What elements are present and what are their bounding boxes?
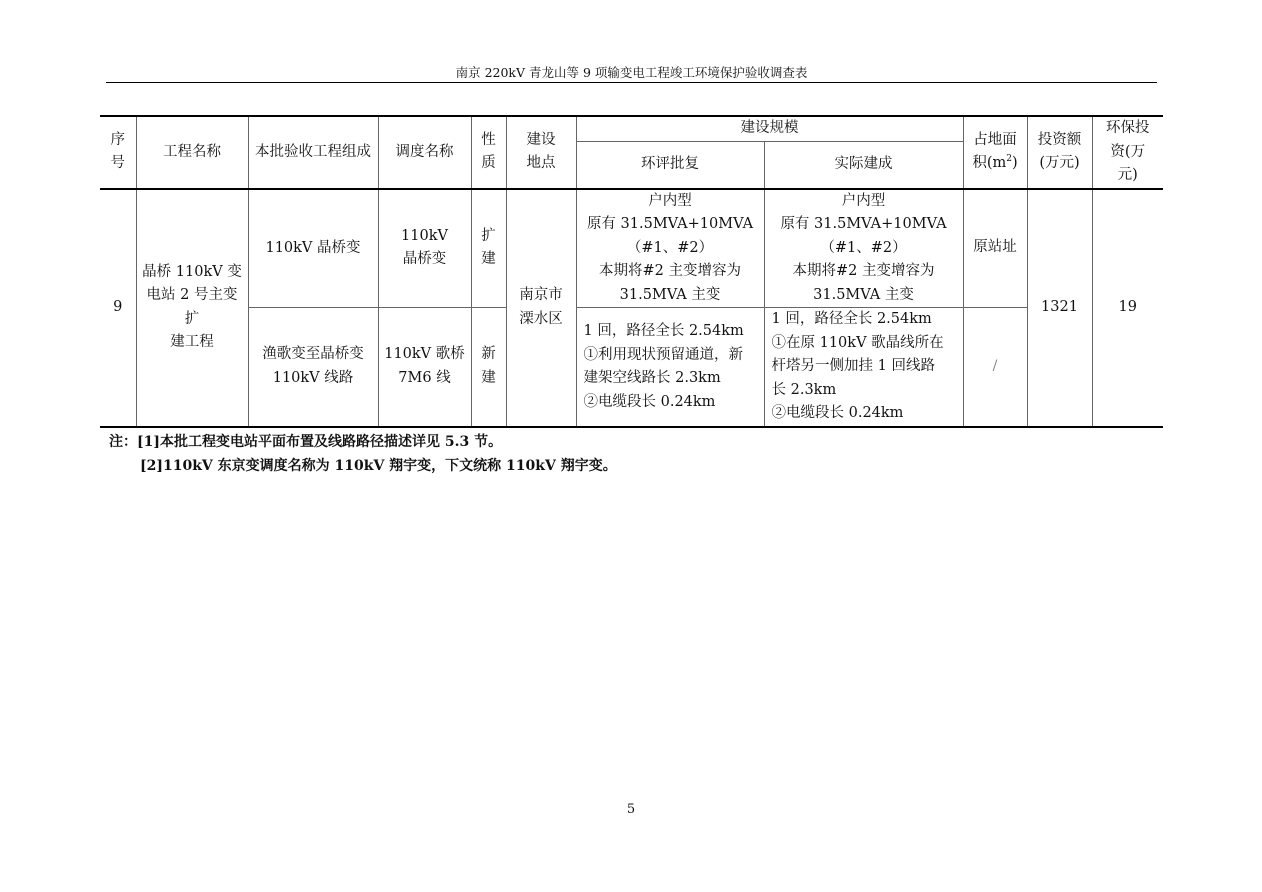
note-1: 注：[1]本批工程变电站平面布置及线路路径描述详见 5.3 节。 [109,434,503,450]
header-seq: 序 号 [100,116,136,189]
cell-env-investment: 19 [1092,189,1163,427]
cell-dispatch-line: 110kV 歌桥 7M6 线 [378,308,471,427]
cell-area-line: / [963,308,1027,427]
header-rule [106,82,1157,83]
header-dispatch-name: 调度名称 [378,116,471,189]
header-components: 本批验收工程组成 [248,116,378,189]
cell-eia-substation: 户内型 原有 31.5MVA+10MVA （#1、#2） 本期将#2 主变增容为 31.5MVA 主变 [576,189,764,308]
cell-actual-substation: 户内型 原有 31.5MVA+10MVA （#1、#2） 本期将#2 主变增容为 31.5MVA 主变 [764,189,963,308]
cell-area-substation: 原站址 [963,189,1027,308]
table-notes [109,430,1159,478]
header-construction-scale: 建设规模 [576,116,963,141]
cell-dispatch-substation: 110kV 晶桥变 [378,189,471,308]
page-number: 5 [626,802,636,817]
header-area: 占地面 积$(m^2)$ [963,116,1027,189]
header-investment: 投资额 (万元) [1027,116,1092,189]
cell-component-substation: 110kV 晶桥变 [248,189,378,308]
cell-investment: 1321 [1027,189,1092,427]
survey-table [100,115,1163,428]
note-2: [2]110kV 东京变调度名称为 110kV 翔宇变，下文统称 110kV 翔宇变。 [140,458,617,474]
cell-nature-expansion: 扩 建 [471,189,506,308]
cell-location: 南京市 溧水区 [506,189,576,427]
cell-component-line: 渔歌变至晶桥变 110kV 线路 [248,308,378,427]
header-env-investment: 环保投 资(万 元) [1092,116,1163,189]
header-project-name: 工程名称 [136,116,248,189]
cell-actual-line: 1 回，路径全长 2.54km ①在原 110kV 歌晶线所在 杆塔另一侧加挂 1 回线路 长 2.3km ②电缆段长 0.24km [764,308,963,427]
header-eia-approval: 环评批复 [576,141,764,188]
cell-project-name: 晶桥 110kV 变 电站 2 号主变扩 建工程 [136,189,248,427]
header-location: 建设 地点 [506,116,576,189]
cell-seq: 9 [100,189,136,427]
header-actual-built: 实际建成 [764,141,963,188]
document-header-title: 南京 220kV 青龙山等 9 项输变电工程竣工环境保护验收调查表 [455,65,808,80]
cell-eia-line: 1 回，路径全长 2.54km ①利用现状预留通道，新 建架空线路长 2.3km ②电缆段长 0.24km [576,308,764,427]
header-nature: 性 质 [471,116,506,189]
cell-nature-new: 新 建 [471,308,506,427]
